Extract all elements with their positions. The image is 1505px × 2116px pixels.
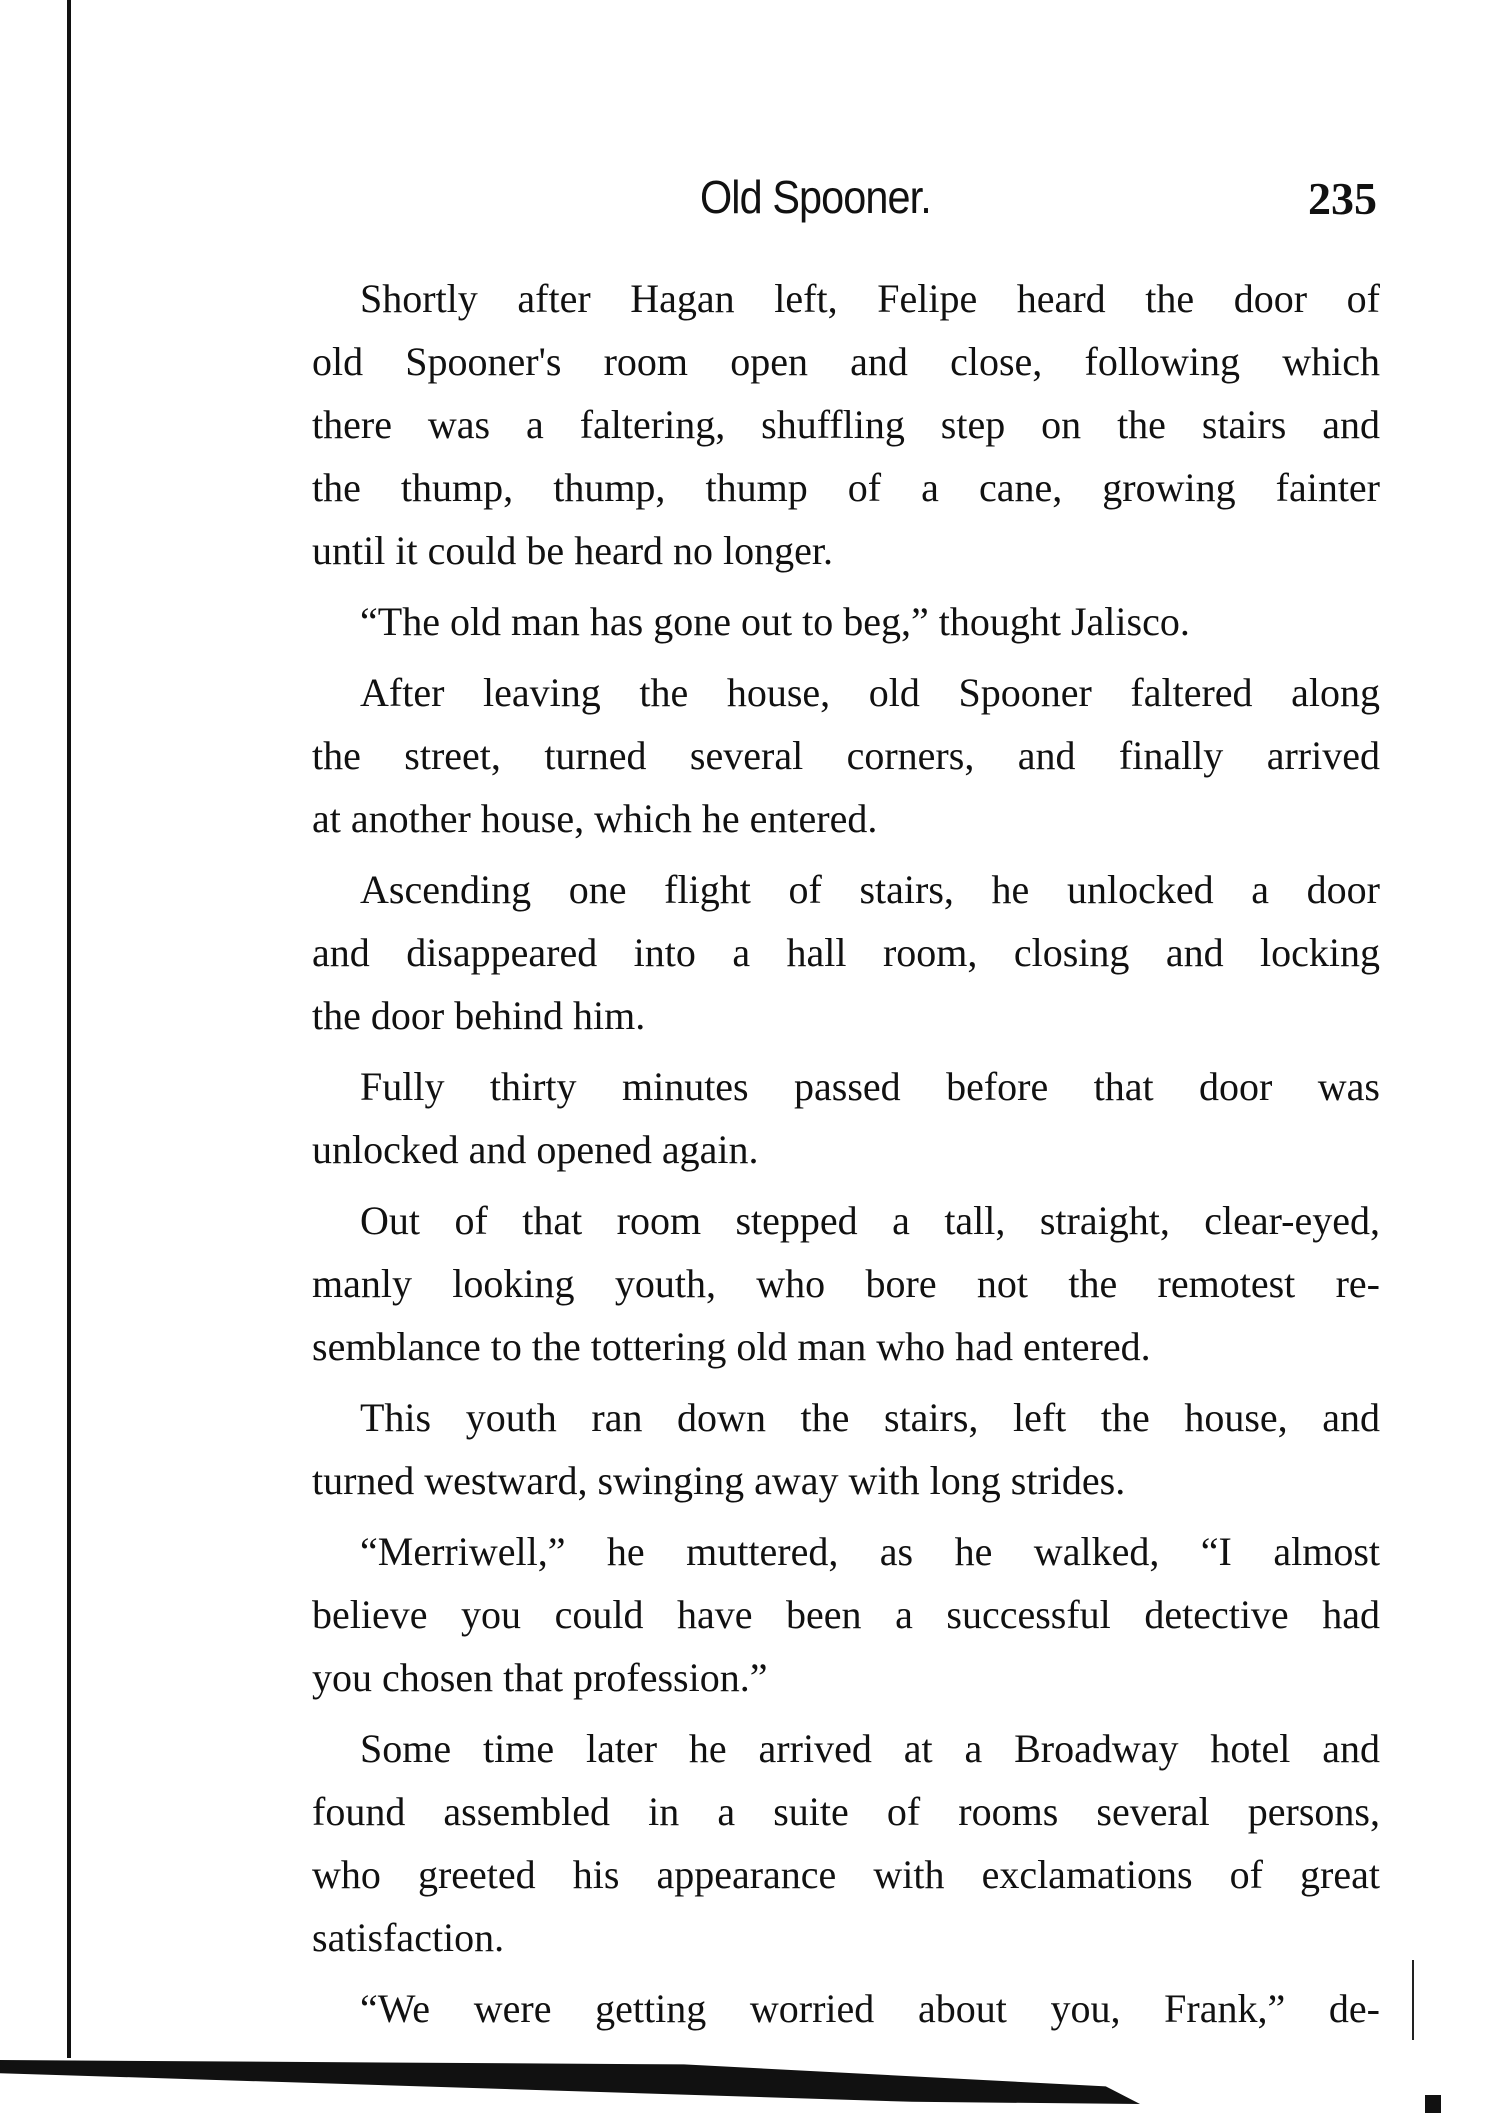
text-line: “Merriwell,” he muttered, as he walked, “I almost [360, 1529, 1380, 1574]
text-line: Out of that room stepped a tall, straight, clear-eyed, [360, 1198, 1380, 1243]
text-line: the door behind him. [312, 993, 646, 1038]
page-edge-line [67, 0, 71, 2058]
text-line: Ascending one flight of stairs, he unlocked a door [360, 867, 1380, 912]
text-line: Fully thirty minutes passed before that door was [360, 1064, 1380, 1109]
text-line: until it could be heard no longer. [312, 528, 833, 573]
scan-shadow-bar [0, 2060, 1140, 2104]
text-line: old Spooner's room open and close, following which [312, 339, 1380, 384]
text-line: After leaving the house, old Spooner faltered along [360, 670, 1380, 715]
text-line: semblance to the tottering old man who had entered. [312, 1324, 1151, 1369]
text-line: at another house, which he entered. [312, 796, 878, 841]
paragraph [312, 1055, 1380, 1181]
text-line: “The old man has gone out to beg,” thought Jalisco. [360, 599, 1190, 644]
paragraph [312, 267, 1380, 582]
running-header [0, 170, 1505, 230]
page-number: 235 [1308, 173, 1377, 224]
paragraph [312, 1520, 1380, 1709]
text-line: unlocked and opened again. [312, 1127, 759, 1172]
body-text [312, 267, 1380, 2040]
text-line: the street, turned several corners, and finally arrived [312, 733, 1380, 778]
text-line: the thump, thump, thump of a cane, growing fainter [312, 465, 1380, 510]
paragraph [312, 858, 1380, 1047]
running-title: Old Spooner. [700, 171, 931, 223]
text-line: there was a faltering, shuffling step on the stairs and [312, 402, 1380, 447]
text-line: Some time later he arrived at a Broadway hotel and [360, 1726, 1380, 1771]
text-line: manly looking youth, who bore not the remotest re- [312, 1261, 1380, 1306]
paragraph [312, 1386, 1380, 1512]
paragraph [312, 1717, 1380, 1969]
text-line: you chosen that profession.” [312, 1655, 768, 1700]
text-line: turned westward, swinging away with long strides. [312, 1458, 1126, 1503]
text-line: believe you could have been a successful detective had [312, 1592, 1380, 1637]
text-line: satisfaction. [312, 1915, 505, 1960]
scan-mark [1425, 2095, 1441, 2113]
scan-mark [1412, 1960, 1414, 2040]
text-line: who greeted his appearance with exclamations of great [312, 1852, 1380, 1897]
paragraph [312, 661, 1380, 850]
paragraph [312, 590, 1380, 653]
text-line: “We were getting worried about you, Frank,” de- [360, 1986, 1380, 2031]
paragraph [312, 1189, 1380, 1378]
text-line: Shortly after Hagan left, Felipe heard the door of [360, 276, 1380, 321]
text-line: and disappeared into a hall room, closing and locking [312, 930, 1380, 975]
paragraph [312, 1977, 1380, 2040]
text-line: This youth ran down the stairs, left the house, and [360, 1395, 1380, 1440]
text-line: found assembled in a suite of rooms several persons, [312, 1789, 1380, 1834]
